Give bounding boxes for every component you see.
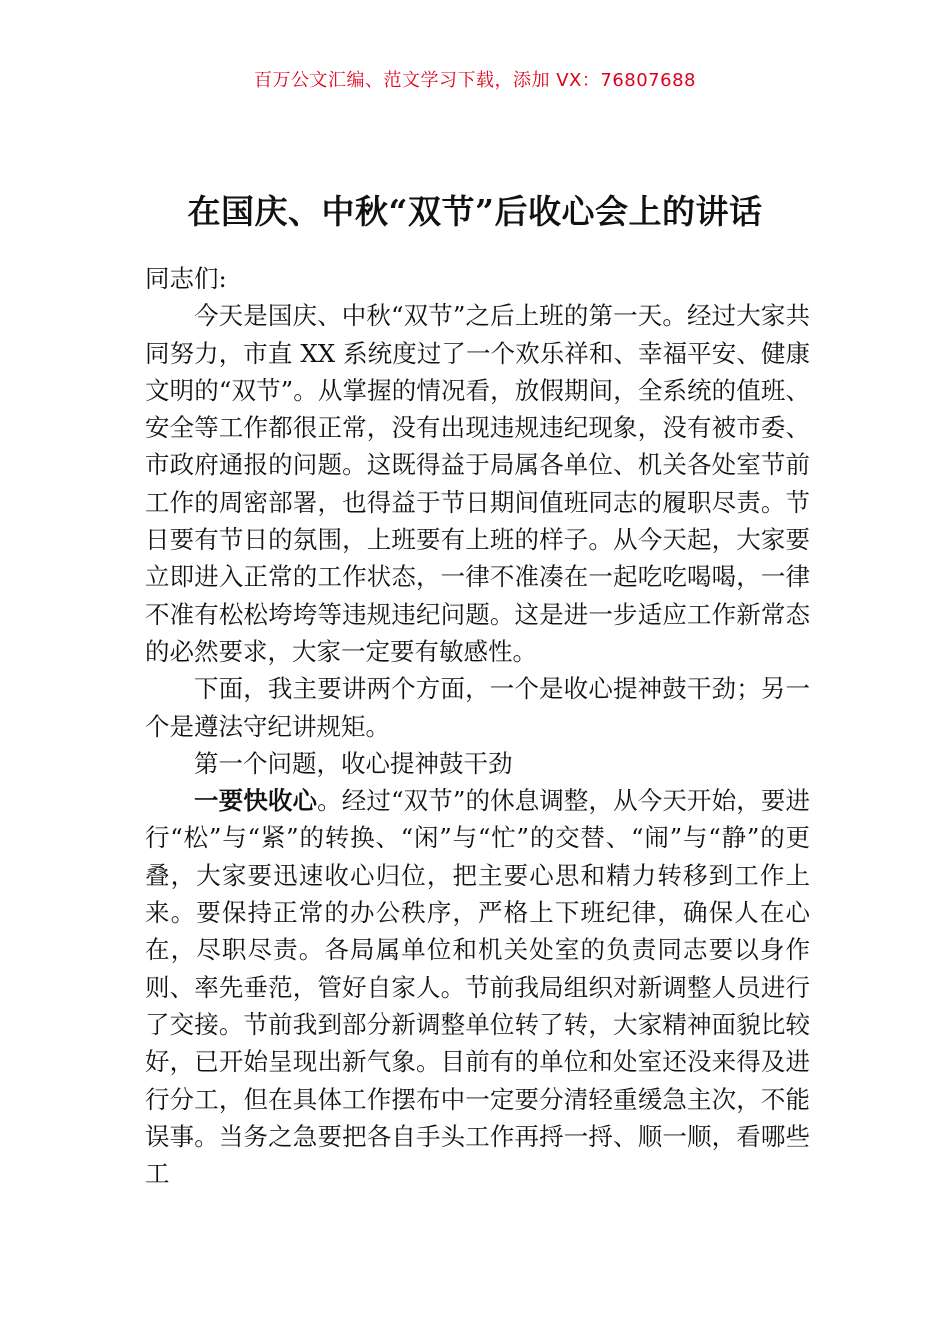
paragraph-opening: 今天是国庆、中秋“双节”之后上班的第一天。经过大家共同努力，市直 XX 系统度过了一个欢乐祥和、幸福平安、健康文明的“双节”。从掌握的情况看，放假期间，全系统的值班、安全等工作都很正常，没有出现违规违纪现象，没有被市委、市政府通报的问题。这既得益于局属各单位、机关各处室节前工作的周密部署，也得益于节日期间值班同志的履职尽责。节日要有节日的氛围，上班要有上班的样子。从今天起，大家要立即进入正常的工作状态，一律不准凑在一起吃吃喝喝，一律不准有松松垮垮等违规违纪问题。这是进一步适应工作新常态的必然要求，大家一定要有敏感性。	[145, 301, 810, 666]
page-title: 在国庆、中秋“双节”后收心会上的讲话	[187, 192, 763, 231]
paragraph-lead-phrase: 一要快收心	[194, 786, 318, 816]
paragraph-quick-focus	[145, 782, 810, 1192]
paragraph-outline: 下面，我主要讲两个方面，一个是收心提神鼓干劲；另一个是遵法守纪讲规矩。	[145, 674, 810, 741]
speech-body	[145, 260, 810, 1192]
salutation: 同志们:	[145, 264, 227, 293]
section-heading-first-issue: 第一个问题，收心提神鼓干劲	[194, 748, 513, 778]
header-contact-note: 百万公文汇编、范文学习下载，添加 VX：76807688	[254, 70, 696, 91]
paragraph-quick-focus-text: 。经过“双节”的休息调整，从今天开始，要进行“松”与“紧”的转换、“闲”与“忙”的交替、“闹”与“静”的更叠，大家要迅速收心归位，把主要心思和精力转移到工作上来。要保持正常的办公秩序，严格上下班纪律，确保人在心在，尽职尽责。各局属单位和机关处室的负责同志要以身作则、率先垂范，管好自家人。节前我局组织对新调整人员进行了交接。节前我到部分新调整单位转了转，大家精神面貌比较好，已开始呈现出新气象。目前有的单位和处室还没来得及进行分工，但在具体工作摆布中一定要分清轻重缓急主次，不能误事。当务之急要把各自手头工作再捋一捋、顺一顺，看哪些工	[145, 786, 810, 1189]
